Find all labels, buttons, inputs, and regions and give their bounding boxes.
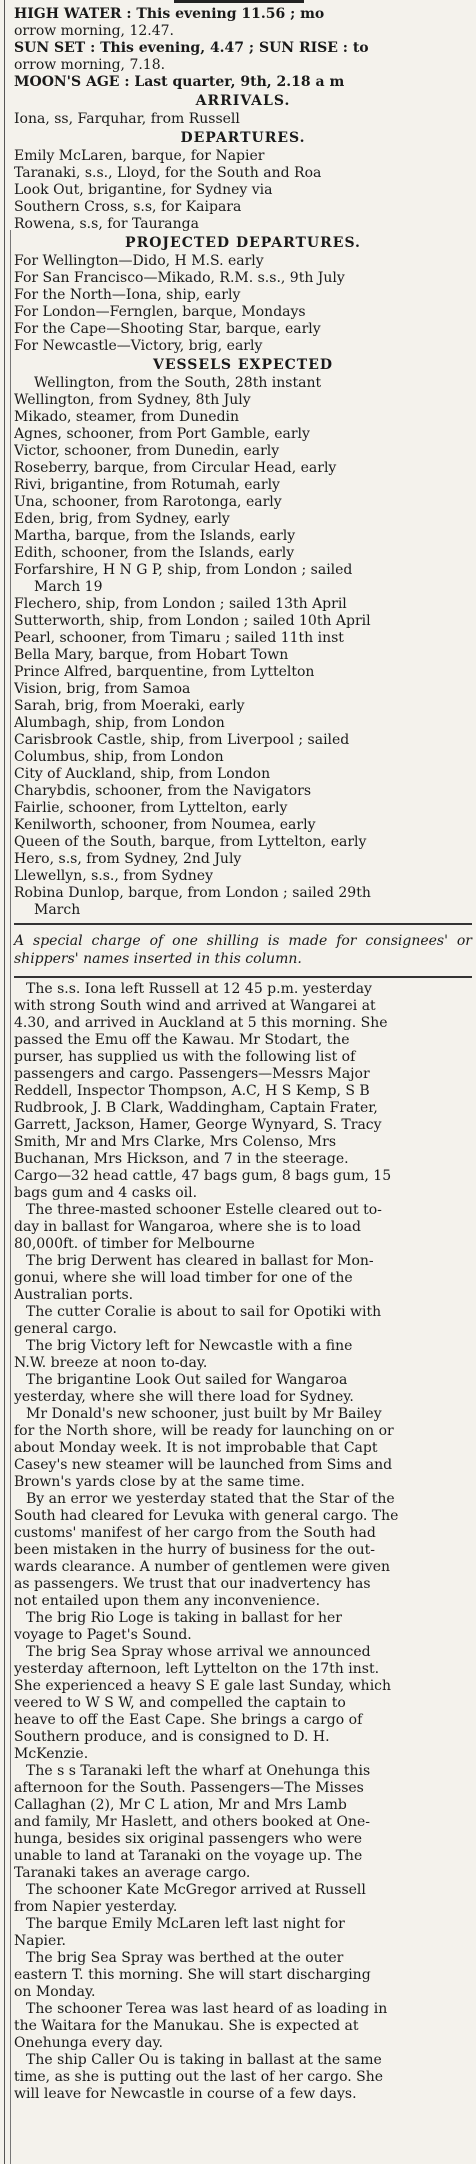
expected-vessel-entry: Martha, barque, from the Islands, early [14, 528, 296, 544]
paragraph-line: The brig Victory left for Newcastle with a fine [26, 1338, 353, 1354]
expected-vessel-entry: Pearl, schooner, from Timaru ; sailed 11th inst [14, 630, 344, 646]
projected-departures-list [14, 253, 472, 355]
paragraph-line: gonui, where she will load timber for one of the [14, 1270, 353, 1286]
paragraph-line: with strong South wind and arrived at Wangarei at [14, 998, 376, 1014]
expected-vessel-entry: Rivi, brigantine, from Rotumah, early [14, 477, 280, 493]
expected-vessel-entry: Alumbagh, ship, from London [14, 715, 225, 731]
paragraph-line: Australian ports. [14, 1287, 134, 1303]
paragraph-line: South had cleared for Levuka with general cargo. The [14, 1508, 399, 1524]
expected-vessel-entry: Vision, brig, from Samoa [14, 681, 191, 697]
paragraph-line: yesterday afternoon, left Lyttelton on the 17th inst. [14, 1661, 380, 1677]
column-rule-inner [10, 230, 11, 2164]
paragraph-line: about Monday week. It is not improbable that Capt [14, 1440, 378, 1456]
expected-vessel-entry: Columbus, ship, from London [14, 749, 224, 765]
paragraph-line: hunga, besides six original passengers who were [14, 1831, 363, 1847]
tide-info-line: SUN SET : This evening, 4.47 ; SUN RISE : to [14, 40, 369, 56]
paragraph-line: not entailed upon them any inconvenience. [14, 1593, 321, 1609]
expected-vessel-entry: Roseberry, barque, from Circular Head, early [14, 460, 337, 476]
expected-vessel-entry: Sutterworth, ship, from London ; sailed 10th April [14, 613, 371, 629]
paragraph-line: N.W. breeze at noon to-day. [14, 1355, 208, 1371]
paragraph-line: She experienced a heavy S E gale last Sunday, which [14, 1678, 392, 1694]
projected-departure-entry: For the North—Iona, ship, early [14, 287, 241, 303]
paragraph-line: The s.s. Iona left Russell at 12 45 p.m. yesterday [26, 981, 372, 997]
paragraph-line: customs' manifest of her cargo from the South had [14, 1525, 376, 1541]
news-paragraph [14, 1253, 472, 1304]
shipping-column [14, 0, 472, 2103]
expected-vessel-entry: Fairlie, schooner, from Lyttelton, early [14, 800, 288, 816]
news-paragraph [14, 1610, 472, 1644]
paragraph-line: Garrett, Jackson, Hamer, George Wynyard, S. Tracy [14, 1117, 382, 1133]
shipping-news-paragraphs [14, 981, 472, 2103]
departure-entry: Look Out, brigantine, for Sydney via [14, 182, 273, 198]
tide-info-line: orrow morning, 12.47. [14, 23, 174, 39]
expected-vessel-entry: Una, schooner, from Rarotonga, early [14, 494, 282, 510]
projected-departure-entry: For Newcastle—Victory, brig, early [14, 338, 263, 354]
departures-list [14, 148, 472, 233]
paragraph-line: The brig Derwent has cleared in ballast for Mon- [26, 1253, 374, 1269]
paragraph-line: Casey's new steamer will be launched from Sims and [14, 1457, 393, 1473]
expected-vessel-entry: Prince Alfred, barquentine, from Lyttelton [14, 664, 315, 680]
paragraph-line: bags gum and 4 casks oil. [14, 1185, 198, 1201]
paragraph-line: Callaghan (2), Mr C L ation, Mr and Mrs Lamb [14, 1797, 347, 1813]
expected-vessel-entry: Wellington, from the South, 28th instant [34, 375, 322, 391]
paragraph-line: eastern T. this morning. She will start discharging [14, 1967, 371, 1983]
paragraph-line: unable to land at Taranaki on the voyage up. The [14, 1848, 363, 1864]
vessels-expected-list [14, 375, 472, 919]
paragraph-line: veered to W S W, and compelled the captain to [14, 1695, 346, 1711]
arrival-entry: Iona, ss, Farquhar, from Russell [14, 111, 240, 127]
paragraph-line: The brigantine Look Out sailed for Wangaroa [26, 1372, 348, 1388]
news-paragraph [14, 1491, 472, 1610]
paragraph-line: The s s Taranaki left the wharf at Onehunga this [26, 1763, 371, 1779]
paragraph-line: Mr Donald's new schooner, just built by Mr Bailey [26, 1406, 382, 1422]
paragraph-line: the Waitara for the Manukau. She is expected at [14, 2018, 359, 2034]
paragraph-line: Brown's yards close by at the same time. [14, 1474, 305, 1490]
news-paragraph [14, 2052, 472, 2103]
paragraph-line: Reddell, Inspector Thompson, A.C, H S Kemp, S B [14, 1083, 370, 1099]
news-paragraph [14, 1372, 472, 1406]
news-paragraph [14, 1406, 472, 1491]
expected-vessel-entry: Kenilworth, schooner, from Noumea, early [14, 817, 316, 833]
paragraph-line: day in ballast for Wangaroa, where she is to load [14, 1219, 361, 1235]
paragraph-line: Napier. [14, 1933, 66, 1949]
news-paragraph [14, 1644, 472, 1763]
expected-vessel-entry: Forfarshire, H N G P, ship, from London ; sailed [14, 562, 353, 578]
departure-entry: Taranaki, s.s., Lloyd, for the South and Roa [14, 165, 322, 181]
news-paragraph [14, 981, 472, 1202]
paragraph-line: The barque Emily McLaren left last night for [26, 1916, 345, 1932]
arrivals-list [14, 111, 472, 128]
projected-departure-entry: For Wellington—Dido, H M.S. early [14, 253, 264, 269]
expected-vessel-entry: Flechero, ship, from London ; sailed 13th April [14, 596, 347, 612]
paragraph-line: 4.30, and arrived in Auckland at 5 this morning. She [14, 1015, 388, 1031]
departure-entry: Southern Cross, s.s, for Kaipara [14, 199, 242, 215]
news-paragraph [14, 2001, 472, 2052]
paragraph-line: The ship Caller Ou is taking in ballast at the same [26, 2052, 382, 2068]
news-paragraph [14, 1916, 472, 1950]
section-divider [14, 919, 472, 928]
expected-vessel-entry: Bella Mary, barque, from Hobart Town [14, 647, 289, 663]
paragraph-line: The schooner Kate McGregor arrived at Russell [26, 1882, 366, 1898]
projected-departures-heading: PROJECTED DEPARTURES. [125, 235, 361, 251]
paragraph-line: yesterday, where she will there load for Sydney. [14, 1389, 354, 1405]
paragraph-line: Cargo—32 head cattle, 47 bags gum, 8 bags gum, 15 [14, 1168, 392, 1184]
paragraph-line: passengers and cargo. Passengers—Messrs Major [14, 1066, 370, 1082]
paragraph-line: on Monday. [14, 1984, 96, 2000]
projected-departure-entry: For London—Fernglen, barque, Mondays [14, 304, 306, 320]
expected-vessel-entry: Victor, schooner, from Dunedin, early [14, 443, 280, 459]
departure-entry: Rowena, s.s, for Tauranga [14, 216, 199, 232]
expected-vessel-entry: Sarah, brig, from Moeraki, early [14, 698, 245, 714]
arrivals-heading: ARRIVALS. [195, 93, 291, 109]
expected-vessel-entry: Carisbrook Castle, ship, from Liverpool ; sailed [14, 732, 350, 748]
expected-vessel-entry: Charybdis, schooner, from the Navigators [14, 783, 312, 799]
news-paragraph [14, 1338, 472, 1372]
vessels-expected-heading: VESSELS EXPECTED [152, 357, 334, 373]
paragraph-line: The brig Sea Spray was berthed at the outer [26, 1950, 344, 1966]
departures-heading: DEPARTURES. [180, 130, 306, 146]
paragraph-line: general cargo. [14, 1321, 117, 1337]
paragraph-line: Southern produce, and is consigned to D. H. [14, 1729, 330, 1745]
tide-info-line: orrow morning, 7.18. [14, 57, 166, 73]
tide-info-line: HIGH WATER : This evening 11.56 ; mo [14, 6, 325, 22]
paragraph-line: Buchanan, Mrs Hickson, and 7 in the steerage. [14, 1151, 349, 1167]
expected-vessel-entry: Edith, schooner, from the Islands, early [14, 545, 295, 561]
special-charge-notice: A special charge of one shilling is made for consignees' or shippers' names inserted in this column. [14, 933, 472, 967]
paragraph-line: The brig Sea Spray whose arrival we announced [26, 1644, 371, 1660]
news-paragraph [14, 1763, 472, 1882]
expected-vessel-entry: City of Auckland, ship, from London [14, 766, 271, 782]
paragraph-line: The schooner Terea was last heard of as loading in [26, 2001, 388, 2017]
news-paragraph [14, 1202, 472, 1253]
paragraph-line: been mistaken in the hurry of business for the out- [14, 1542, 375, 1558]
paragraph-line: wards clearance. A number of gentlemen were given [14, 1559, 390, 1575]
expected-vessel-entry: Eden, brig, from Sydney, early [14, 511, 230, 527]
news-paragraph [14, 1882, 472, 1916]
paragraph-line: Smith, Mr and Mrs Clarke, Mrs Colenso, Mrs [14, 1134, 337, 1150]
paragraph-line: Rudbrook, J. B Clark, Waddingham, Captain Frater, [14, 1100, 378, 1116]
news-paragraph [14, 1950, 472, 2001]
expected-vessel-entry: Mikado, steamer, from Dunedin [14, 409, 240, 425]
paragraph-line: will leave for Newcastle in course of a few days. [14, 2086, 357, 2102]
tide-info-line: MOON'S AGE : Last quarter, 9th, 2.18 a m [14, 74, 345, 90]
expected-vessel-entry: Wellington, from Sydney, 8th July [14, 392, 251, 408]
paragraph-line: McKenzie. [14, 1746, 89, 1762]
projected-departure-entry: For the Cape—Shooting Star, barque, early [14, 321, 321, 337]
paragraph-line: time, as she is putting out the last of her cargo. She [14, 2069, 384, 2085]
paragraph-line: The three-masted schooner Estelle cleared out to- [26, 1202, 382, 1218]
paragraph-line: By an error we yesterday stated that the Star of the [26, 1491, 395, 1507]
expected-vessel-entry: Llewellyn, s.s., from Sydney [14, 868, 213, 884]
paragraph-line: for the North shore, will be ready for launching on or [14, 1423, 394, 1439]
paragraph-line: The brig Rio Loge is taking in ballast for her [26, 1610, 342, 1626]
paragraph-line: heave to off the East Cape. She brings a cargo of [14, 1712, 363, 1728]
paragraph-line: from Napier yesterday. [14, 1899, 178, 1915]
paragraph-line: passed the Emu off the Kawau. Mr Stodart, the [14, 1032, 350, 1048]
news-paragraph [14, 1304, 472, 1338]
expected-vessel-entry: Robina Dunlop, barque, from London ; sailed 29th [14, 885, 371, 901]
paragraph-line: afternoon for the South. Passengers—The Misses [14, 1780, 364, 1796]
paragraph-line: Onehunga every day. [14, 2035, 163, 2051]
column-rule [4, 0, 5, 2164]
expected-vessel-entry: Queen of the South, barque, from Lyttelton, early [14, 834, 367, 850]
projected-departure-entry: For San Francisco—Mikado, R.M. s.s., 9th July [14, 270, 345, 286]
section-divider [14, 972, 472, 981]
paragraph-line: 80,000ft. of timber for Melbourne [14, 1236, 255, 1252]
paragraph-line: as passengers. We trust that our inadvertency has [14, 1576, 371, 1592]
paragraph-line: and family, Mr Haslett, and others booked at One- [14, 1814, 371, 1830]
expected-vessel-entry: Agnes, schooner, from Port Gamble, early [14, 426, 310, 442]
paragraph-line: Taranaki takes an average cargo. [14, 1865, 251, 1881]
paragraph-line: voyage to Paget's Sound. [14, 1627, 192, 1643]
expected-vessel-entry: March [34, 902, 81, 918]
paragraph-line: The cutter Coralie is about to sail for Opotiki with [26, 1304, 382, 1320]
tide-sun-moon-block [14, 6, 472, 91]
expected-vessel-entry: Hero, s.s, from Sydney, 2nd July [14, 851, 242, 867]
departure-entry: Emily McLaren, barque, for Napier [14, 148, 265, 164]
expected-vessel-entry: March 19 [34, 579, 103, 595]
paragraph-line: purser, has supplied us with the following list of [14, 1049, 356, 1065]
